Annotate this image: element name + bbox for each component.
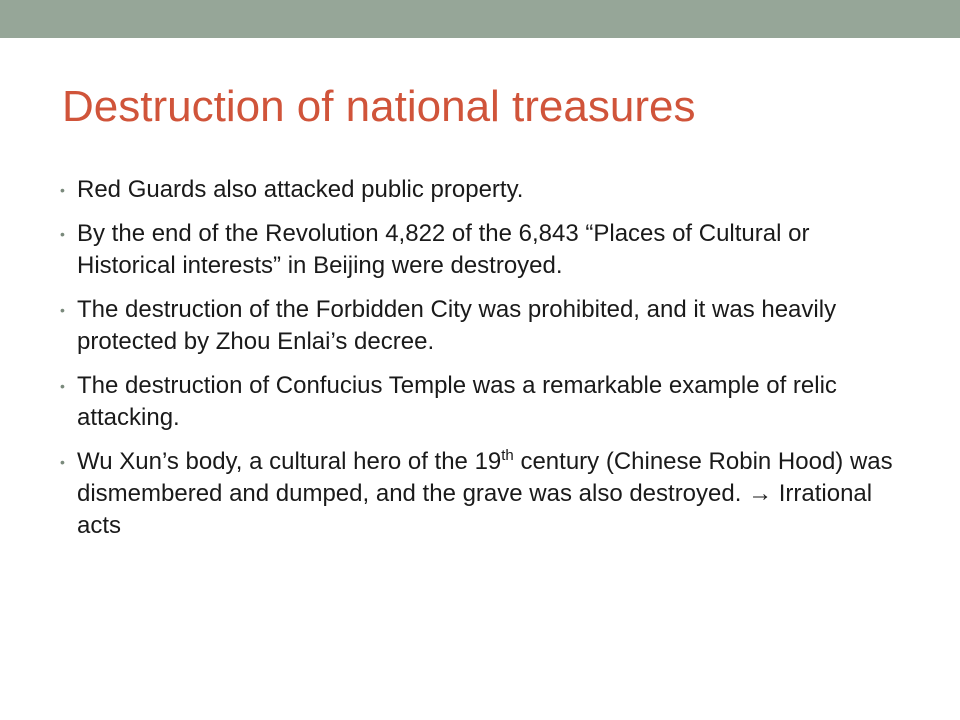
- bullet-text: By the end of the Revolution 4,822 of the 6,843 “Places of Cultural or Historical interests” in Beijing were destroyed.: [77, 220, 810, 279]
- bullet-text-part: century (Chinese Robin Hood) was dismembered and dumped, and the grave was also destroyed.: [77, 448, 893, 507]
- bullet-item: [60, 294, 900, 358]
- bullet-dot-icon: •: [60, 454, 65, 470]
- slide-title: Destruction of national treasures: [62, 82, 696, 131]
- bullet-dot-icon: •: [60, 182, 65, 198]
- bullet-text: Red Guards also attacked public property.: [77, 176, 524, 203]
- right-arrow-icon: →: [748, 480, 773, 507]
- top-accent-bar: [0, 0, 960, 38]
- bullet-conclusion: Irrational acts: [77, 480, 873, 539]
- bullet-item: [60, 370, 900, 434]
- bullet-item: [60, 446, 900, 542]
- bullet-text-part: Wu Xun’s body, a cultural hero of the 19: [77, 448, 502, 475]
- bullet-dot-icon: •: [60, 378, 65, 394]
- bullet-list: [60, 174, 900, 554]
- ordinal-superscript: th: [501, 447, 514, 464]
- bullet-dot-icon: •: [60, 302, 65, 318]
- bullet-text: The destruction of the Forbidden City was prohibited, and it was heavily protected by Zhou Enlai’s decree.: [77, 296, 837, 355]
- bullet-dot-icon: •: [60, 226, 65, 242]
- bullet-item: [60, 174, 900, 206]
- bullet-item: [60, 218, 900, 282]
- bullet-text: The destruction of Confucius Temple was a remarkable example of relic attacking.: [77, 372, 837, 431]
